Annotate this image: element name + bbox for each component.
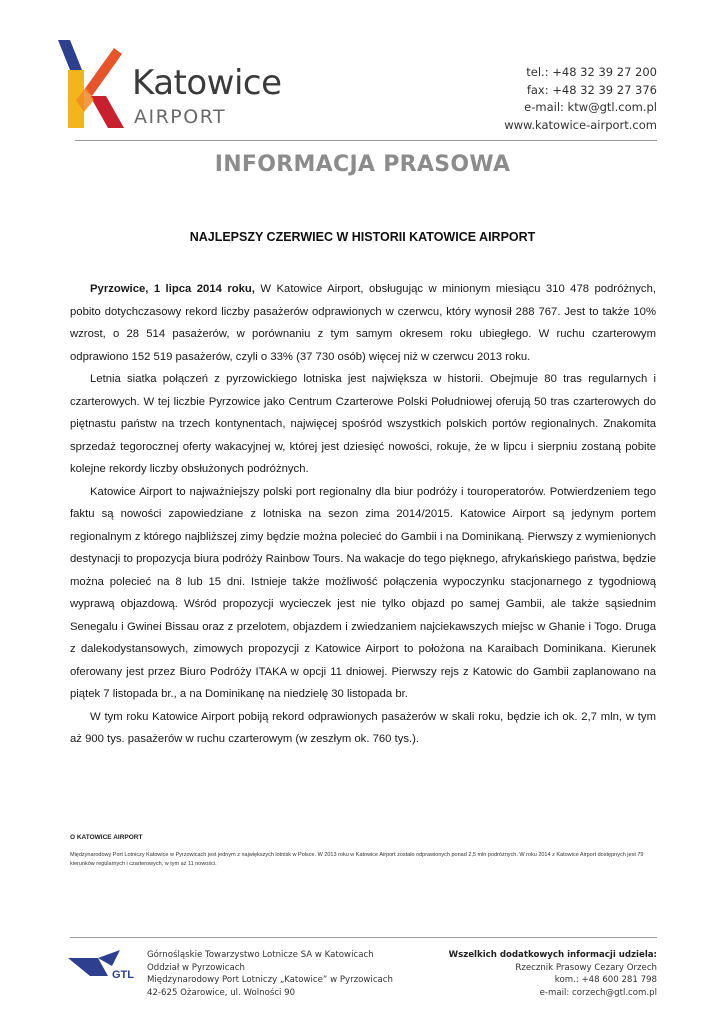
contact-block bbox=[504, 64, 657, 134]
press-contact-name: Rzecznik Prasowy Cezary Orzech bbox=[515, 962, 657, 973]
footer-divider bbox=[70, 937, 657, 938]
header-divider bbox=[75, 140, 657, 141]
paragraph-1-text: W Katowice Airport, obsługując w minionym miesiącu 310 478 podróżnych, pobito dotychczasowy rekord liczby pasażerów odprawionych w czerwcu, który wynosił 288 767. Jest to także 10% wzrost, o 28 514 pasażerów, w porównaniu z tym samym okresem roku ubiegłego. W ruchu czarterowym odprawiono 152 519 pasażerów, czyli o 33% (37 730 osób) więcej niż w czerwcu 2013 roku. bbox=[70, 283, 656, 363]
contact-phone: tel.: +48 32 39 27 200 bbox=[526, 65, 657, 79]
company-street: 42-625 Ożarowice, ul. Wolności 90 bbox=[147, 987, 296, 998]
contact-website: www.katowice-airport.com bbox=[504, 117, 657, 132]
about-text: Międzynarodowy Port Lotniczy Katowice w Pyrzowicach jest jednym z największych lotnisk w Polsce. W 2013 roku w Katowice Airport zostało odprawionych ponad 2,5 mln podróżnych. W roku 2014 z Katowice Airport dostępnych jest 79 kierunków regularnych i czarterowych, w tym aż 11 nowości. bbox=[70, 852, 644, 867]
article-body bbox=[70, 278, 656, 751]
press-contact-heading: Wszelkich dodatkowych informacji udziela: bbox=[448, 950, 657, 960]
company-branch: Oddział w Pyrzowicach bbox=[147, 962, 245, 973]
company-port: Międzynarodowy Port Lotniczy „Katowice” w Pyrzowicach bbox=[147, 975, 393, 986]
contact-email: e-mail: ktw@gtl.com.pl bbox=[524, 100, 657, 114]
gtl-logo-icon bbox=[68, 948, 140, 984]
k-logo-icon bbox=[56, 40, 126, 130]
about-heading: O KATOWICE AIRPORT bbox=[70, 834, 143, 841]
logo-name: Katowice bbox=[132, 63, 282, 103]
paragraph-1 bbox=[70, 278, 656, 368]
paragraph-3: Katowice Airport to najważniejszy polski port regionalny dla biur podróży i touroperatorów. Potwierdzeniem tego faktu są nowości zapowiedziane z lotniska na sezon zima 2014/2015. Katowice Airport są jedynym portem regionalnym z którego najbliższej zimy będzie można polecieć do Gambii i na Dominikaną. Pierwszy z wymienionych destynacji to propozycja biura podróży Rainbow Tours. Na wakacje do tego pięknego, afrykańskiego państwa, będzie można polecieć na 8 lub 15 dni. Istnieje także możliwość połączenia wypoczynku stacjonarnego z tygodniową wyprawą objazdową. Wśród propozycji wycieczek jest nie tylko objazd po samej Gambii, ale także sąsiednim Senegalu i Gwinei Bissau oraz z przelotem, objazdem i zwiedzaniem najciekawszych miejsc w Ghanie i Togo. Druga z dalekodystansowych, zimowych propozycji z Katowice Airport to położona na Karaibach Dominikana. Kierunek oferowany jest przez Biuro Podróży ITAKA w opcji 11 dniowej. Pierwszy rejs z Katowic do Gambii zaplanowano na piątek 7 listopada br., a na Dominikanę na niedzielę 30 listopada br. bbox=[70, 485, 656, 700]
logo-subtitle: AIRPORT bbox=[134, 106, 227, 128]
paragraph-2: Letnia siatka połączeń z pyrzowickiego lotniska jest największa w historii. Obejmuje 80 tras regularnych i czarterowych. W tej liczbie Pyrzowice jako Centrum Czarterowe Polski Południowej oferują 50 tras czarterowych do piętnastu państw na trzech kontynentach, najwięcej spośród wszystkich polskich portów regionalnych. Znakomita sprzedaż tegorocznej oferty wakacyjnej w, której jest dziesięć nowości, rokuje, że w lipcu i sierpniu zostaną pobite kolejne rekordy liczby obsłużonych podróżnych. bbox=[70, 373, 656, 475]
press-contact-phone: kom.: +48 600 281 798 bbox=[554, 975, 657, 986]
company-address bbox=[147, 949, 393, 999]
article-title: NAJLEPSZY CZERWIEC W HISTORII KATOWICE AIRPORT bbox=[189, 230, 536, 244]
press-contact bbox=[449, 949, 657, 999]
press-contact-email: e-mail: corzech@gtl.com.pl bbox=[539, 987, 657, 998]
paragraph-4: W tym roku Katowice Airport pobiją rekord odprawionych pasażerów w skali roku, będzie ich ok. 2,7 mln, w tym aż 900 tys. pasażerów w ruchu czarterowym (w zeszłym ok. 760 tys.). bbox=[70, 710, 656, 745]
company-name: Górnośląskie Towarzystwo Lotnicze SA w Katowicach bbox=[147, 950, 374, 960]
contact-fax: fax: +48 32 39 27 376 bbox=[526, 82, 657, 97]
dateline: Pyrzowice, 1 lipca 2014 roku, bbox=[90, 283, 255, 295]
katowice-airport-logo bbox=[56, 40, 296, 132]
section-title: INFORMACJA PRASOWA bbox=[214, 152, 511, 177]
gtl-label: GTL bbox=[112, 969, 134, 981]
